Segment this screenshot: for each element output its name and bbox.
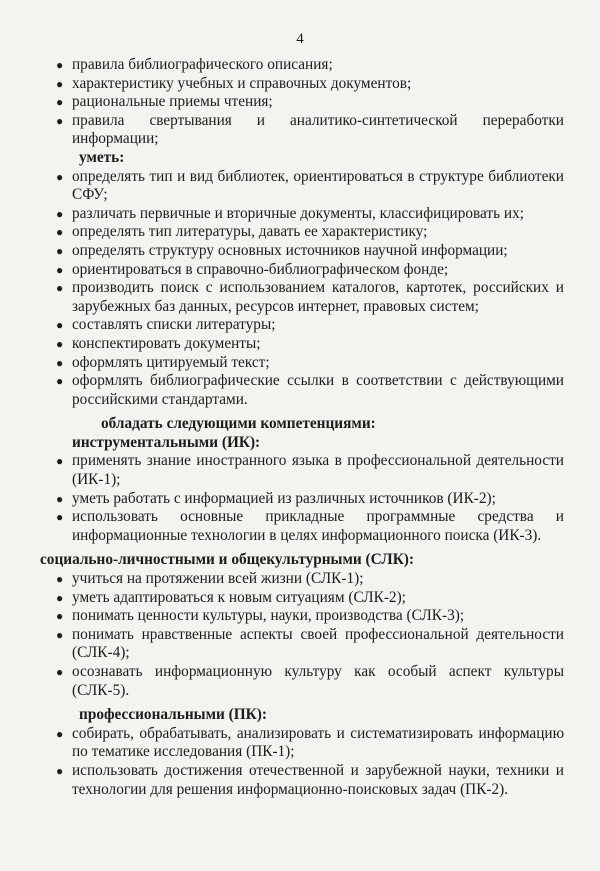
page-number: 4 (296, 31, 304, 47)
bullet-icon: ● (56, 58, 64, 72)
skills-heading: уметь: (79, 148, 125, 166)
list-item: ● правила свертывания и аналитико-синтетической переработки информации; (56, 111, 564, 148)
list-item: ● понимать ценности культуры, науки, производства (СЛК-3); (56, 607, 465, 625)
bullet-icon: ● (56, 336, 64, 351)
list-item: ● конспектировать документы; (56, 334, 261, 352)
page-content (40, 56, 564, 799)
bullet-icon: ● (56, 590, 64, 605)
bullet-icon: ● (56, 206, 64, 221)
bullet-icon: ● (56, 318, 64, 333)
bullet-icon: ● (56, 113, 64, 128)
bullet-icon: ● (56, 627, 64, 642)
list-item: ● производить поиск с использованием каталогов, картотек, российских и зарубежных баз данных, ресурсов интернет, правовых систем; (56, 279, 564, 315)
social-list (52, 570, 564, 700)
list-item: ● использовать достижения отечественной и зарубежной науки, техники и технологии для решения информационно-поисковых задач (ПК-2). (56, 761, 564, 798)
list-item: ● оформлять цитируемый текст; (56, 353, 270, 371)
bullet-icon: ● (56, 510, 64, 525)
bullet-icon: ● (56, 243, 64, 258)
bullet-icon: ● (56, 374, 64, 389)
list-item: ● рациональные приемы чтения; (56, 93, 273, 111)
bullet-icon: ● (56, 281, 64, 296)
bullet-icon: ● (56, 76, 64, 91)
bullet-icon: ● (56, 726, 64, 741)
list-item: ● определять структуру основных источников научной информации; (56, 241, 508, 259)
list-item: ● уметь работать с информацией из различных источников (ИК-2); (56, 489, 496, 507)
instrumental-list (52, 452, 564, 545)
bullet-icon: ● (56, 609, 64, 624)
bullet-icon: ● (56, 95, 64, 110)
knowledge-list (52, 56, 564, 149)
competencies-heading: обладать следующими компетенциями: (101, 415, 376, 433)
list-item: ● составлять списки литературы; (56, 316, 276, 334)
bullet-icon: ● (56, 355, 64, 370)
bullet-icon: ● (56, 491, 64, 506)
list-item: ● оформлять библиографические ссылки в соответствии с действующими российскими стандартами. (56, 372, 564, 408)
instrumental-heading: инструментальными (ИК): (72, 433, 261, 451)
list-item: ● ориентироваться в справочно-библиографическом фонде; (56, 260, 449, 278)
social-heading: социально-личностными и общекультурными (СЛК): (40, 551, 414, 569)
list-item: ● понимать нравственные аспекты своей профессиональной деятельности (СЛК-4); (56, 625, 564, 662)
professional-heading: профессиональными (ПК): (79, 706, 267, 724)
list-item: ● различать первичные и вторичные документы, классифицировать их; (56, 204, 524, 222)
list-item: ● уметь адаптироваться к новым ситуациям (СЛК-2); (56, 588, 406, 606)
skills-list (52, 168, 564, 410)
list-item: ● собирать, обрабатывать, анализировать и систематизировать информацию по тематике исследования (ПК-1); (56, 724, 564, 761)
list-item: ● учиться на протяжении всей жизни (СЛК-1); (56, 570, 364, 588)
bullet-icon: ● (56, 169, 64, 184)
bullet-icon: ● (56, 454, 64, 469)
list-item: ● применять знание иностранного языка в профессиональной деятельности (ИК-1); (56, 452, 564, 489)
list-item: ● осознавать информационную культуру как особый аспект культуры (СЛК-5). (56, 663, 564, 699)
list-item: ● определять тип и вид библиотек, ориентироваться в структуре библиотеки СФУ; (56, 167, 564, 204)
list-item: ● характеристику учебных и справочных документов; (56, 74, 412, 92)
bullet-icon: ● (56, 763, 64, 778)
list-item: ● правила библиографического описания; (56, 56, 333, 73)
bullet-icon: ● (56, 262, 64, 277)
professional-list (52, 725, 564, 799)
list-item: ● определять тип литературы, давать ее характеристику; (56, 223, 428, 241)
bullet-icon: ● (56, 225, 64, 240)
list-item: ● использовать основные прикладные программные средства и информационные технологии в целях информационного поиска (ИК-3). (56, 508, 564, 544)
bullet-icon: ● (56, 665, 64, 679)
bullet-icon: ● (56, 572, 64, 587)
